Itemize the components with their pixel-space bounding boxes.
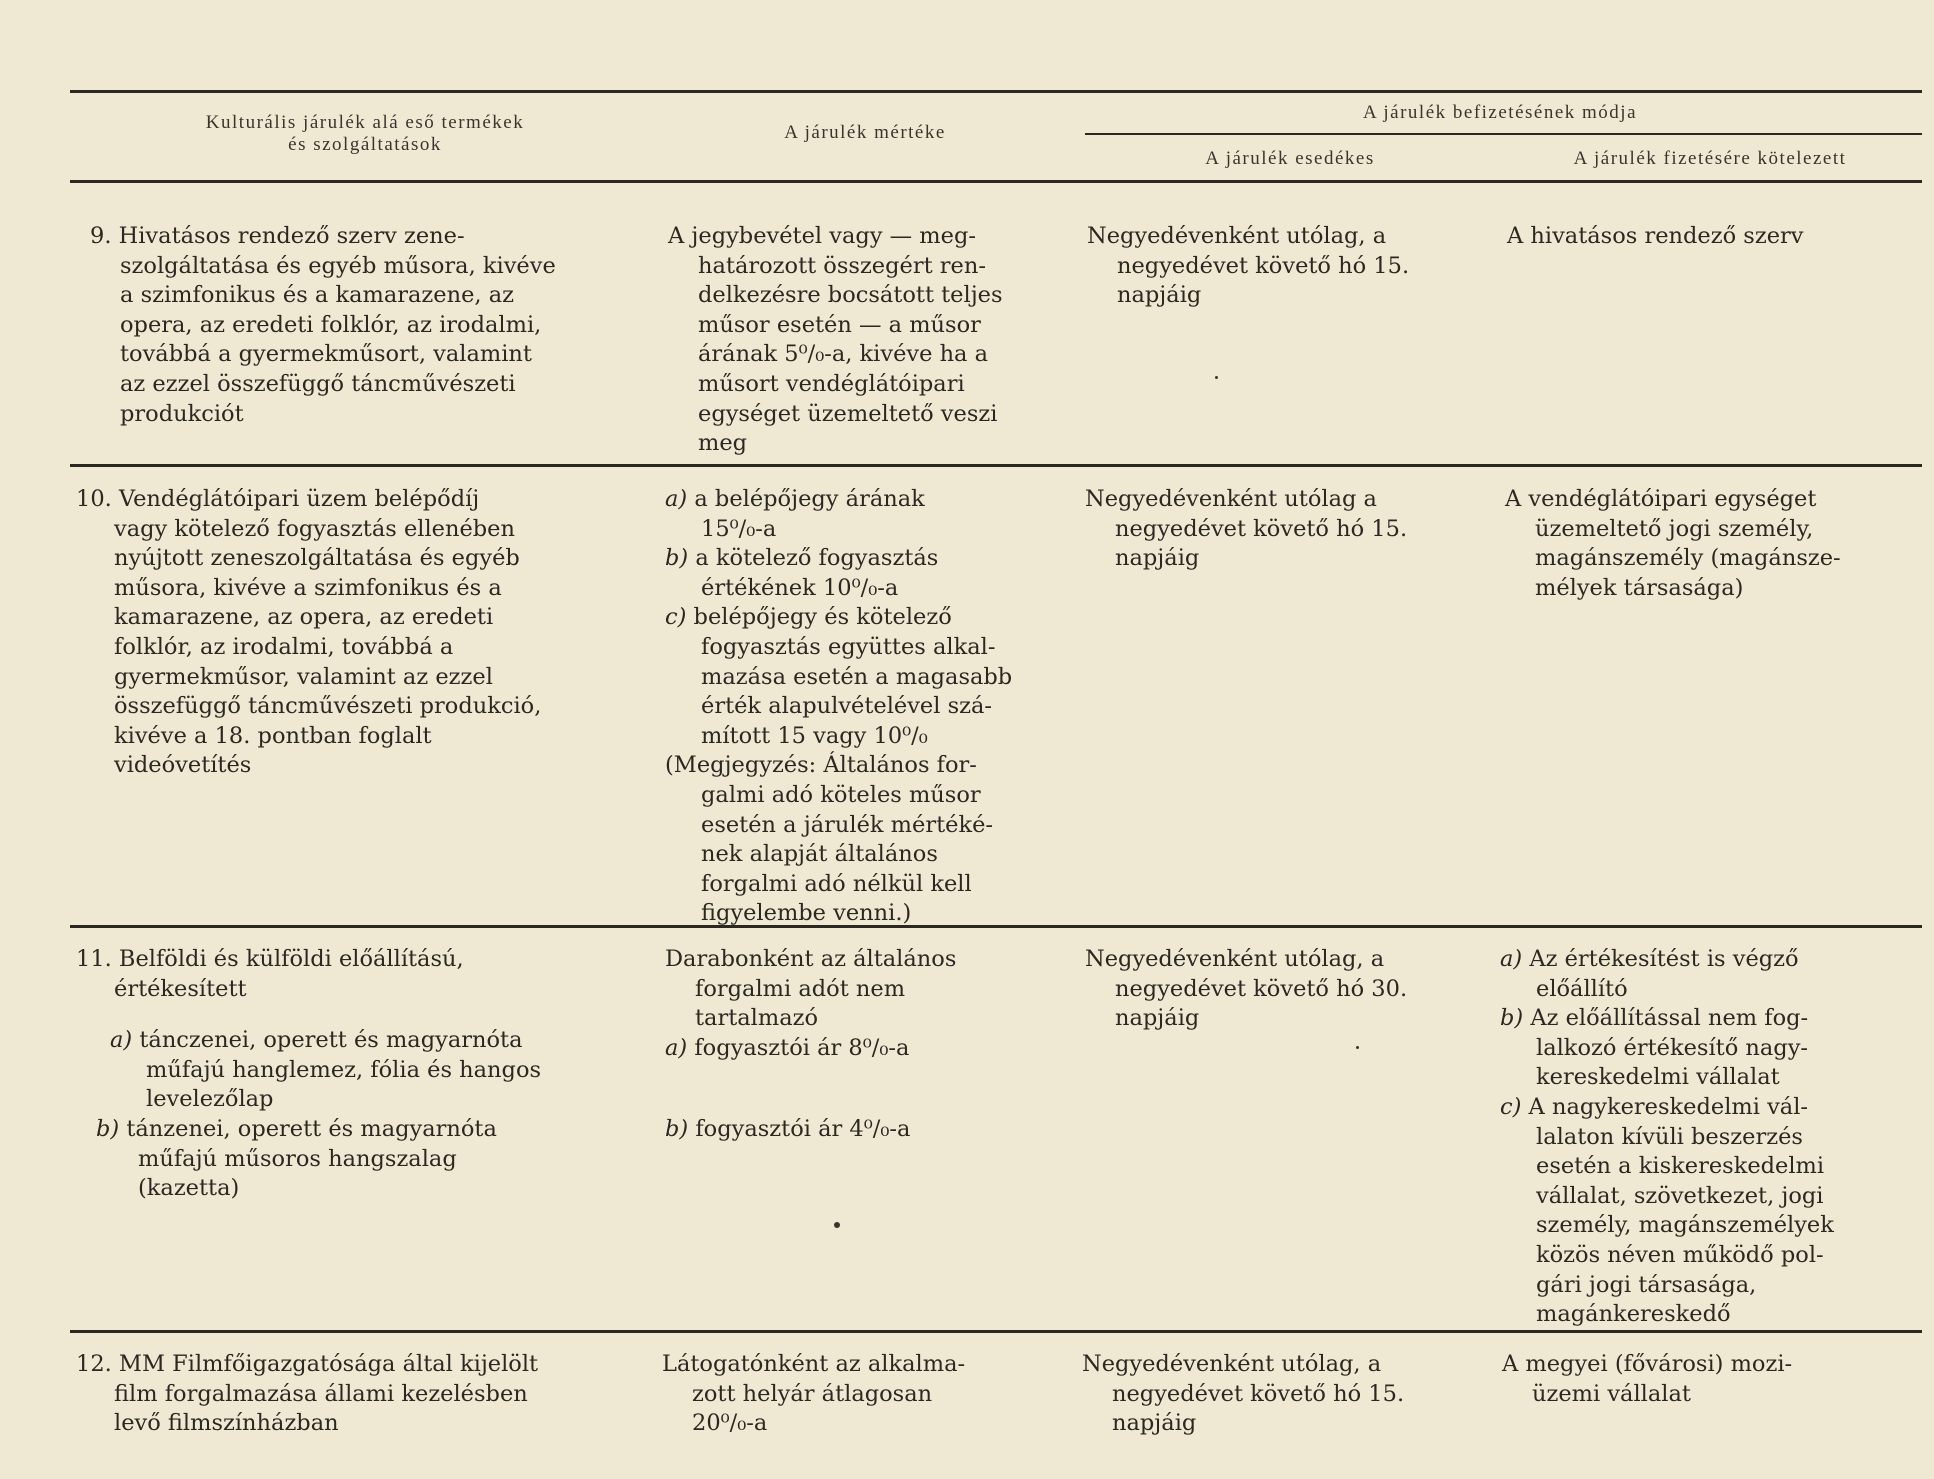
item-text: belépőjegy és kötelező xyxy=(693,604,952,631)
text-line: műsora, kivéve a szimfonikus és a xyxy=(114,574,502,601)
text-line: gári jogi társasága, xyxy=(1536,1271,1757,1298)
text-line: forgalmi adó nélkül kell xyxy=(701,870,972,897)
text-line: produkciót xyxy=(120,400,244,427)
text-line: szolgáltatása és egyéb műsora, kivéve xyxy=(120,252,556,279)
text-line: (kazetta) xyxy=(138,1175,240,1202)
text-line: továbbá a gyermekműsort, valamint xyxy=(120,341,532,368)
text-line xyxy=(1500,945,1834,975)
row-10-product xyxy=(76,485,541,781)
text-line xyxy=(665,544,1012,574)
text-line: kamarazene, az opera, az eredeti xyxy=(114,604,494,631)
text-line: forgalmi adót nem xyxy=(695,975,906,1002)
text-line: érték alapulvételével szá- xyxy=(701,693,993,720)
row-12-product xyxy=(76,1350,538,1439)
text-line: napjáig xyxy=(1112,1410,1197,1437)
text-line: 20⁰/₀-a xyxy=(692,1410,768,1437)
item-label: a) xyxy=(665,1034,688,1061)
text-line: a szimfonikus és a kamarazene, az xyxy=(120,282,514,309)
text-line xyxy=(76,1026,541,1056)
item-text: fogyasztói ár 4⁰/₀-a xyxy=(695,1116,911,1143)
text-line: Darabonként az általános xyxy=(665,946,957,972)
text-line: határozott összegért ren- xyxy=(698,252,986,279)
text-line: vállalat, szövetkezet, jogi xyxy=(1536,1182,1824,1209)
text-line: videóvetítés xyxy=(114,752,252,779)
text-line: esetén a kiskereskedelmi xyxy=(1536,1153,1825,1180)
item-label: b) xyxy=(96,1115,120,1142)
text-line: film forgalmazása állami kezelésben xyxy=(114,1380,528,1407)
text-line: gyermekműsor, valamint az ezzel xyxy=(114,663,493,690)
text-line: negyedévet követő hó 15. xyxy=(1115,515,1408,542)
row-9-product xyxy=(90,222,556,429)
item-text: tánzenei, operett és magyarnóta xyxy=(126,1115,497,1142)
text-line: negyedévet követő hó 15. xyxy=(1117,252,1410,279)
top-rule xyxy=(70,90,1922,93)
row-12-due xyxy=(1082,1350,1404,1439)
print-speck xyxy=(1215,376,1218,379)
text-line xyxy=(665,603,1012,633)
text-line: 15⁰/₀-a xyxy=(701,515,777,542)
text-line: üzemi vállalat xyxy=(1532,1380,1691,1407)
text-line: lalaton kívüli beszerzés xyxy=(1536,1123,1803,1150)
text-line: kivéve a 18. pontban foglalt xyxy=(114,722,432,749)
text-line: galmi adó köteles műsor xyxy=(701,781,981,808)
text-line: nek alapját általános xyxy=(701,841,938,868)
text-line: levő filmszínházban xyxy=(114,1410,339,1437)
item-text: a belépőjegy árának xyxy=(694,486,925,512)
column-header-payment-group: A járulék befizetésének módja xyxy=(1362,102,1638,123)
row-10-due xyxy=(1085,485,1407,574)
header-bottom-rule xyxy=(70,180,1922,183)
column-header-rate: A járulék mértéke xyxy=(784,122,946,143)
spacer xyxy=(665,1063,956,1115)
text-line: napjáig xyxy=(1117,282,1202,309)
item-text: Az értékesítést is végző xyxy=(1529,946,1799,972)
text-line: magánszemély (magánsze- xyxy=(1535,545,1841,572)
text-line: negyedévet követő hó 15. xyxy=(1112,1380,1405,1407)
item-label: b) xyxy=(665,545,689,572)
item-text: Az előállítással nem fog- xyxy=(1530,1005,1809,1032)
text-line: tartalmazó xyxy=(695,1005,819,1032)
item-label: b) xyxy=(665,1116,689,1143)
row-12-payer xyxy=(1502,1350,1792,1409)
text-line: zott helyár átlagosan xyxy=(692,1380,933,1407)
column-header-due: A járulék esedékes xyxy=(1205,148,1375,169)
text-line xyxy=(76,1115,541,1145)
text-line: 10. Vendéglátóipari üzem belépődíj xyxy=(76,486,480,512)
text-line: mított 15 vagy 10⁰/₀ xyxy=(701,722,928,749)
text-line: Negyedévenként utólag, a xyxy=(1087,223,1387,249)
text-line: műfajú műsoros hangszalag xyxy=(138,1145,457,1172)
item-text: a kötelező fogyasztás xyxy=(695,545,939,572)
item-label: c) xyxy=(665,604,687,631)
header-line: és szolgáltatások xyxy=(288,134,442,155)
text-line: Negyedévenként utólag a xyxy=(1085,486,1377,512)
row-9-rate xyxy=(668,222,1003,459)
row-11-product xyxy=(76,945,541,1204)
text-line: Negyedévenként utólag, a xyxy=(1085,946,1385,972)
text-line: mazása esetén a magasabb xyxy=(701,663,1013,690)
group-rule xyxy=(1085,133,1922,135)
text-line: negyedévet követő hó 30. xyxy=(1115,975,1408,1002)
item-text: fogyasztói ár 8⁰/₀-a xyxy=(694,1034,910,1061)
item-label: a) xyxy=(665,486,688,512)
text-line: előállító xyxy=(1536,975,1628,1002)
text-line: műsor esetén — a műsor xyxy=(698,311,981,338)
text-line: 9. Hivatásos rendező szerv zene- xyxy=(90,223,465,249)
item-text: A nagykereskedelmi vál- xyxy=(1528,1093,1809,1120)
text-line xyxy=(1500,1004,1834,1034)
item-label: b) xyxy=(1500,1005,1524,1032)
row-9-due xyxy=(1087,222,1409,311)
print-speck xyxy=(834,1222,840,1228)
text-line: opera, az eredeti folklór, az irodalmi, xyxy=(120,311,542,338)
text-line: A jegybevétel vagy — meg- xyxy=(668,223,976,249)
text-line: levelezőlap xyxy=(146,1086,274,1113)
text-line: magánkereskedő xyxy=(1536,1301,1731,1328)
text-line: üzemeltető jogi személy, xyxy=(1535,515,1814,542)
column-header-products xyxy=(130,112,600,156)
item-text: tánczenei, operett és magyarnóta xyxy=(139,1027,523,1054)
text-line: egységet üzemeltető veszi xyxy=(698,400,998,427)
text-line: az ezzel összefüggő táncművészeti xyxy=(120,370,516,397)
item-label: a) xyxy=(1500,946,1523,972)
row-11-due xyxy=(1085,945,1407,1034)
print-speck xyxy=(1356,1046,1359,1049)
item-label: c) xyxy=(1500,1093,1522,1120)
text-line: lalkozó értékesítő nagy- xyxy=(1536,1034,1809,1061)
text-line: 11. Belföldi és külföldi előállítású, xyxy=(76,946,464,972)
text-line: meg xyxy=(698,430,748,457)
text-line: 12. MM Filmfőigazgatósága által kijelölt xyxy=(76,1351,539,1377)
text-line: delkezésre bocsátott teljes xyxy=(698,282,1003,309)
row-10-rate xyxy=(665,485,1012,929)
row-12-rate xyxy=(662,1350,965,1439)
row-9-payer xyxy=(1507,222,1803,252)
text-line xyxy=(665,1034,956,1064)
text-line: értékének 10⁰/₀-a xyxy=(701,574,899,601)
text-line: műsort vendéglátóipari xyxy=(698,370,965,397)
text-line: napjáig xyxy=(1115,545,1200,572)
text-line: A hivatásos rendező szerv xyxy=(1507,223,1804,249)
text-line: vagy kötelező fogyasztás ellenében xyxy=(114,515,515,542)
text-line: Negyedévenként utólag, a xyxy=(1082,1351,1382,1377)
item-label: a) xyxy=(110,1027,133,1054)
row-10-payer xyxy=(1505,485,1841,603)
text-line: személy, magánszemélyek xyxy=(1536,1212,1834,1239)
row-divider xyxy=(70,1330,1922,1333)
text-line: összefüggő táncművészeti produkció, xyxy=(114,693,542,720)
text-line xyxy=(665,1115,956,1145)
text-line: A vendéglátóipari egységet xyxy=(1505,486,1817,512)
text-line: műfajú hanglemez, fólia és hangos xyxy=(146,1056,542,1083)
row-11-payer xyxy=(1500,945,1834,1330)
text-line: A megyei (fővárosi) mozi- xyxy=(1502,1351,1793,1377)
text-line xyxy=(1500,1093,1834,1123)
text-line: esetén a járulék mértéké- xyxy=(701,811,993,838)
text-line: folklór, az irodalmi, továbbá a xyxy=(114,633,454,660)
text-line xyxy=(665,485,1012,515)
column-header-payer: A járulék fizetésére kötelezett xyxy=(1573,148,1847,169)
header-line: Kulturális járulék alá eső termékek xyxy=(205,112,525,133)
text-line: fogyasztás együttes alkal- xyxy=(701,633,996,660)
row-11-rate xyxy=(665,945,956,1145)
spacer xyxy=(76,1004,541,1026)
text-line: Látogatónként az alkalma- xyxy=(662,1351,966,1377)
row-divider xyxy=(70,464,1922,467)
text-line: mélyek társasága) xyxy=(1535,574,1744,601)
text-line: kereskedelmi vállalat xyxy=(1536,1064,1780,1091)
text-line: közös néven működő pol- xyxy=(1536,1241,1824,1268)
text-line: árának 5⁰/₀-a, kivéve ha a xyxy=(698,341,989,368)
text-line: (Megjegyzés: Általános for- xyxy=(665,752,977,779)
text-line: napjáig xyxy=(1115,1005,1200,1032)
text-line: nyújtott zeneszolgáltatása és egyéb xyxy=(114,545,520,572)
text-line: értékesített xyxy=(114,975,247,1002)
text-line: figyelembe venni.) xyxy=(701,900,912,927)
